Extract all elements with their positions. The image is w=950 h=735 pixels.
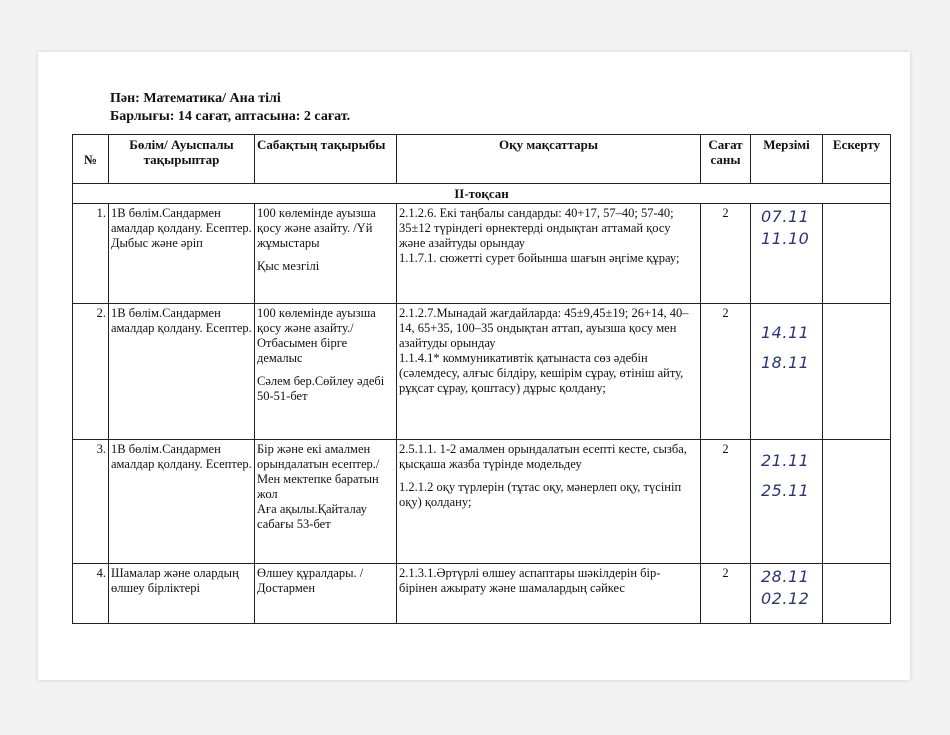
objective-text: 1.1.4.1* коммуникативтік қатынаста сөз әдебін (сәлемдесу, алғыс білдіру, кешірім сұрау, өтініш айту, рұқсат сұрау, қоштасу) дұрыс қолдану; [399,351,684,395]
subject-line: Пән: Математика/ Ана тілі [110,91,281,106]
section-cell: 1В бөлім.Сандармен амалдар қолдану. Есептер. [109,440,255,564]
objective-text: 2.5.1.1. 1-2 амалмен орындалатын есепті кесте, сызба, қысқаша жазба түрінде модельдеу [399,442,687,471]
handwritten-date: 28.11 [761,567,810,586]
table-row [73,564,891,624]
section-cell: 1В бөлім.Сандармен амалдар қолдану. Есептер. [109,304,255,440]
objectives-cell [397,304,701,440]
column-header-hours: Сағат саны [701,135,751,184]
hours-cell: 2 [701,304,751,440]
row-number: 3. [73,440,109,564]
spacer [257,251,394,259]
note-cell [823,204,891,304]
topic-cell [255,204,397,304]
column-header-objectives: Оқу мақсаттары [397,135,701,184]
topic-text: Өлшеу құралдары. /Достармен [257,566,364,595]
objectives-cell [397,440,701,564]
topic-text: Қыс мезгілі [257,259,320,273]
document-heading [110,90,350,126]
topic-text: Сәлем бер.Сөйлеу әдебі 50-51-бет [257,374,385,403]
deadline-cell [751,204,823,304]
section-cell: 1В бөлім.Сандармен амалдар қолдану. Есептер. Дыбыс және әріп [109,204,255,304]
objectives-cell [397,564,701,624]
topic-text: 100 көлемінде ауызша қосу және азайту./ Отбасымен бірге демалыс [257,306,376,365]
handwritten-date: 11.10 [761,229,810,248]
total-hours-line: Барлығы: 14 сағат, аптасына: 2 сағат. [110,109,351,124]
objective-text: 2.1.3.1.Әртүрлі өлшеу аспаптары шәкілдерін бір-бірінен ажырату және шамалардың сәйкес [399,566,661,595]
handwritten-date: 18.11 [761,353,810,372]
column-header-section: Бөлім/ Ауыспалы тақырыптар [109,135,255,184]
quarter-label: II-тоқсан [73,184,891,204]
objective-text: 2.1.2.6. Екі таңбалы сандарды: 40+17, 57–40; 57-40; 35±12 түріндегі өрнектерді ондықтан аттамай қосу және азайтуды орындау [399,206,674,250]
handwritten-date: 14.11 [761,323,810,342]
topic-cell [255,304,397,440]
handwritten-date: 02.12 [761,589,810,608]
row-number: 4. [73,564,109,624]
column-header-number: № [73,135,109,184]
row-number: 1. [73,204,109,304]
handwritten-date: 25.11 [761,481,810,500]
handwritten-date: 21.11 [761,451,810,470]
topic-text: Аға ақылы.Қайталау сабағы 53-бет [257,502,367,531]
deadline-cell [751,564,823,624]
column-header-topic: Сабақтың тақырыбы [255,135,397,184]
hours-cell: 2 [701,564,751,624]
table-row [73,440,891,564]
lesson-plan-table [72,134,891,624]
spacer [753,306,820,322]
row-number: 2. [73,304,109,440]
objective-text: 2.1.2.7.Мынадай жағдайларда: 45±9,45±19; 26+14, 40–14, 65+35, 100–35 ондықтан аттап, ауызша қосу мен азайтуды орындау [399,306,689,350]
objective-text: 1.2.1.2 оқу түрлерін (тұтас оқу, мәнерлеп оқу, түсініп оқу) қолдану; [399,480,682,509]
objective-text: 1.1.7.1. сюжетті сурет бойынша шағын әңгіме құрау; [399,251,680,265]
deadline-cell [751,440,823,564]
column-header-deadline: Мерзімі [751,135,823,184]
spacer [399,472,698,480]
note-cell [823,564,891,624]
topic-text: Бір және екі амалмен орындалатын есептер./Мен мектепке баратын жол [257,442,380,501]
objectives-cell [397,204,701,304]
deadline-cell [751,304,823,440]
hours-cell: 2 [701,204,751,304]
spacer [753,442,820,450]
topic-cell [255,440,397,564]
quarter-row [73,184,891,204]
note-cell [823,440,891,564]
spacer [753,344,820,352]
section-cell: Шамалар және олардың өлшеу бірліктері [109,564,255,624]
topic-text: 100 көлемінде ауызша қосу және азайту. /Үй жұмыстары [257,206,376,250]
table-header-row [73,135,891,184]
note-cell [823,304,891,440]
table-row [73,204,891,304]
document-page [38,52,910,680]
handwritten-date: 07.11 [761,207,810,226]
column-header-note: Ескерту [823,135,891,184]
spacer [257,366,394,374]
hours-cell: 2 [701,440,751,564]
spacer [753,472,820,480]
table-row [73,304,891,440]
topic-cell [255,564,397,624]
